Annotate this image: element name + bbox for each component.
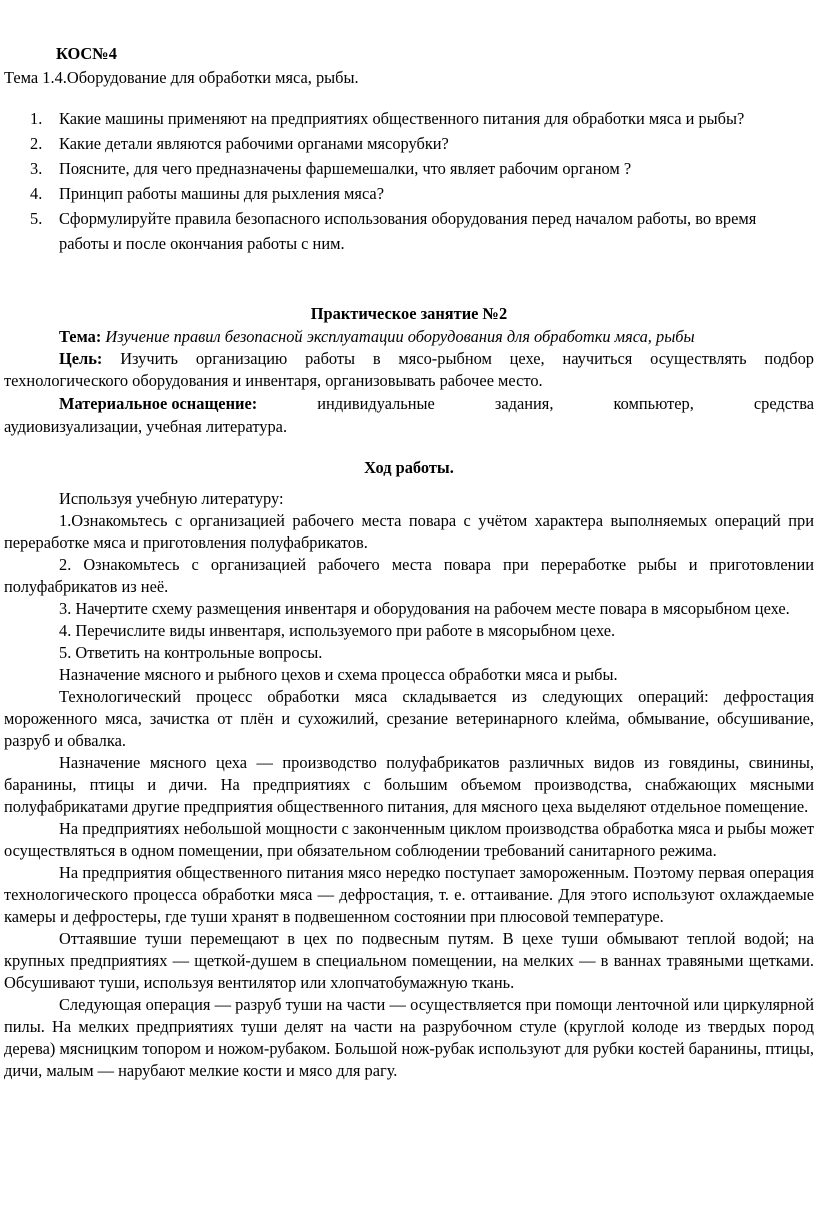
work-paragraph: Назначение мясного и рыбного цехов и схема процесса обработки мяса и рыбы. [59, 665, 618, 684]
list-item-number: 2. [30, 134, 43, 153]
list-item-text: Поясните, для чего предназначены фаршемешалки, что являет рабочим органом ? [59, 159, 632, 178]
list-item-text: Какие детали являются рабочими органами мясорубки? [59, 134, 449, 153]
list-item-text: Сформулируйте правила безопасного использования оборудования перед началом работы, во время работы и после окончания работы с ним. [59, 209, 757, 253]
work-paragraph: Технологический процесс обработки мяса складывается из следующих операций: дефростация мороженного мяса, зачистка от плён и сухожилий, срезание ветеринарного клейма, обмывание, обсушивание, разруб и обвалка. [4, 687, 814, 750]
work-paragraph: 1.Ознакомьтесь с организацией рабочего места повара с учётом характера выполняемых операций при переработке мяса и приготовления полуфабрикатов. [4, 511, 814, 552]
list-item [4, 181, 814, 206]
material-paragraph [4, 392, 814, 438]
material-word: средства [753, 394, 814, 413]
goal-text: Изучить организацию работы в мясо-рыбном цехе, научиться осуществлять подбор технологического оборудования и инвентаря, организовывать рабочее место. [4, 349, 815, 390]
work-paragraph: Используя учебную литературу: [59, 489, 284, 508]
document-code: КОС№4 [56, 44, 117, 63]
list-item [4, 106, 814, 131]
goal-paragraph [4, 348, 814, 392]
work-paragraph: 4. Перечислите виды инвентаря, используемого при работе в мясорыбном цехе. [59, 621, 616, 640]
work-paragraph: Следующая операция — разруб туши на части — осуществляется при помощи ленточной или циркулярной пилы. На мелких предприятиях туши делят на части на разрубочном стуле (круглой колоде из твердых пород дерева) мясницким топором и ножом-рубаком. Большой нож-рубак используют для рубки костей баранины, птицы, дичи, малым — нарубают мелкие кости и мясо для рагу. [4, 995, 814, 1080]
theme-label: Тема: [59, 327, 102, 346]
document-page [4, 42, 814, 1082]
list-item-text: Какие машины применяют на предприятиях общественного питания для обработки мяса и рыбы? [59, 109, 745, 128]
work-paragraph: 2. Ознакомьтесь с организацией рабочего места повара при переработке рыбы и приготовлении полуфабрикатов из неё. [4, 555, 814, 596]
material-word: индивидуальные [317, 394, 435, 413]
list-item [4, 206, 814, 256]
list-item [4, 131, 814, 156]
theme-text: Изучение правил безопасной эксплуатации оборудования для обработки мяса, рыбы [105, 327, 695, 346]
material-line [4, 392, 814, 416]
work-paragraph: 3. Начертите схему размещения инвентаря и оборудования на рабочем месте повара в мясорыбном цехе. [59, 599, 790, 618]
work-paragraph: Оттаявшие туши перемещают в цех по подвесным путям. В цехе туши обмывают теплой водой; на крупных предприятиях — щеткой-душем в специальном помещении, на мелких — в ваннах травяными щетками. Обсушивают туши, используя вентилятор или хлопчатобумажную ткань. [4, 929, 814, 992]
theme-paragraph [4, 326, 814, 348]
work-paragraph: На предприятия общественного питания мясо нередко поступает замороженным. Поэтому первая операция технологического процесса обработки мяса — дефростация, т. е. оттаивание. Для этого используют охлаждаемые камеры и дефростеры, где туши хранят в подвешенном состоянии при плюсовой температуре. [4, 863, 814, 926]
list-item-number: 4. [30, 184, 43, 203]
work-paragraph: Назначение мясного цеха — производство полуфабрикатов различных видов из говядины, свинины, баранины, птицы и дичи. На предприятиях с большим объемом производства, снабжающих мясными полуфабрикатами другие предприятия общественного питания, для мясного цеха выделяют отдельное помещение. [4, 753, 814, 816]
material-word: задания, [494, 394, 554, 413]
material-word: компьютер, [613, 394, 694, 413]
questions-list [4, 106, 814, 256]
material-continuation: аудиовизуализации, учебная литература. [4, 417, 288, 436]
work-title: Ход работы. [364, 458, 454, 477]
list-item-number: 3. [30, 159, 43, 178]
material-label: Материальное оснащение: [59, 394, 258, 413]
work-paragraph: 5. Ответить на контрольные вопросы. [59, 643, 323, 662]
list-item-text: Принцип работы машины для рыхления мяса? [59, 184, 384, 203]
topic-line: Тема 1.4.Оборудование для обработки мяса, рыбы. [4, 68, 359, 87]
work-paragraph: На предприятиях небольшой мощности с законченным циклом производства обработка мяса и рыбы может осуществляться в одном помещении, при обязательном соблюдении требований санитарного режима. [4, 819, 814, 860]
goal-label: Цель: [59, 349, 103, 368]
list-item-number: 5. [30, 209, 43, 228]
list-item-number: 1. [30, 109, 43, 128]
practical-title: Практическое занятие №2 [310, 304, 508, 323]
list-item [4, 156, 814, 181]
